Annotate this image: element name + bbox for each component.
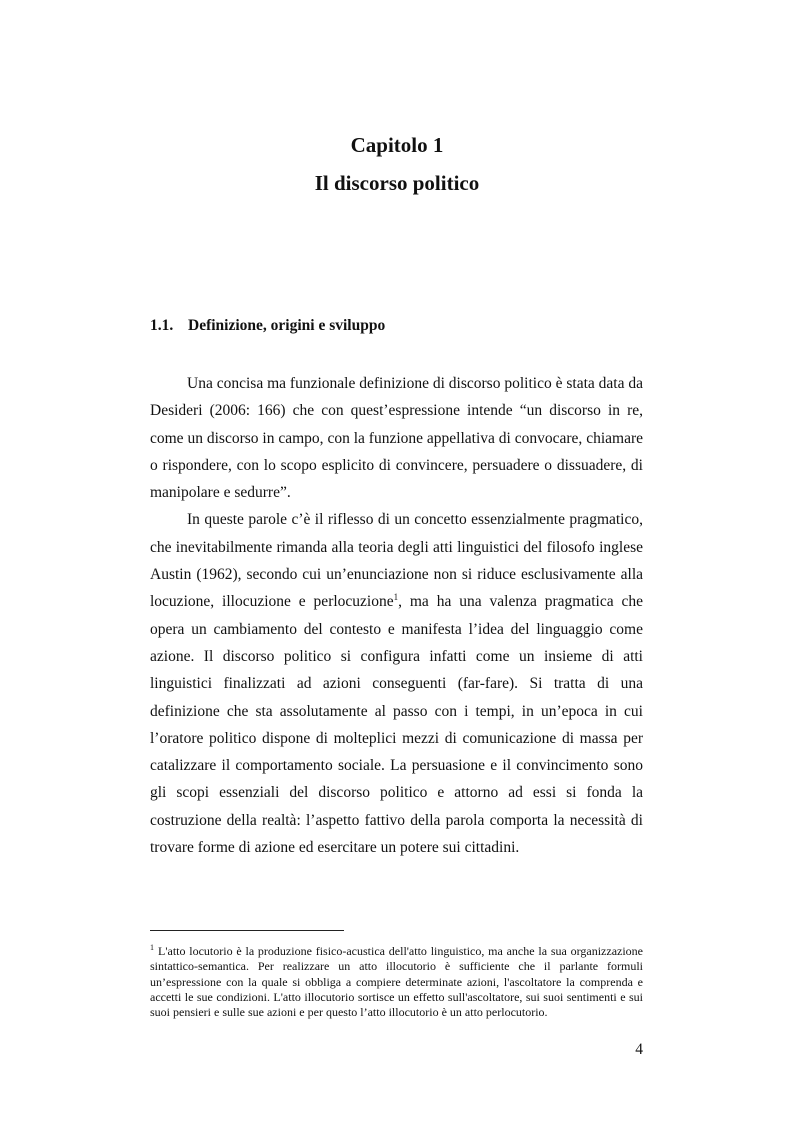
chapter-number: Capitolo 1	[350, 133, 444, 157]
chapter-title: Il discorso politico	[314, 171, 480, 195]
section-number: 1.1.	[150, 317, 174, 334]
section-heading	[150, 316, 385, 336]
footnote	[150, 944, 643, 1020]
footnote-marker: 1	[150, 943, 154, 952]
footnote-text: L'atto locutorio è la produzione fisico-acustica dell'atto linguistico, ma anche la sua organizzazione sintattico-semantica. Per realizzare un atto illocutorio è sufficiente che il parlante formuli un’espressione con la quale si obbliga a compiere determinate azioni, l'ascoltatore la comprenda e accetti le sue condizioni. L'atto illocutorio sortisce un effetto sull'ascoltatore, sui suoi sentimenti e sui suoi pensieri e sulle sue azioni e per questo l’atto illocutorio è un atto perlocutorio.	[150, 944, 643, 1020]
paragraph-1: Una concisa ma funzionale definizione di discorso politico è stata data da Desideri (2006: 166) che con quest’espressione intende “un discorso in re, come un discorso in campo, con la funzione appellativa di convocare, chiamare o rispondere, con lo scopo esplicito di convincere, persuadere o dissuadere, di manipolare e sedurre”.	[150, 375, 643, 502]
paragraph-2	[150, 506, 643, 861]
body-text	[150, 370, 643, 861]
paragraph-2-part-2: , ma ha una valenza pragmatica che opera un cambiamento del contesto e manifesta l’idea del linguaggio come azione. Il discorso politico si configura infatti come un insieme di atti linguistici finalizzati ad azioni conseguenti (far-farе). Si tratta di una definizione che sta assolutamente al passo con i tempi, in un’epoca in cui l’oratore politico dispone di molteplici mezzi di comunicazione di massa per catalizzare il comportamento sociale. La persuasione e il convincimento sono gli scopi essenziali del discorso politico e attorno ad essi si fonda la costruzione della realtà: l’aspetto fattivo della parola comporta la necessità di trovare forme di azione ed esercitare un potere sui cittadini.	[150, 593, 643, 857]
footnote-reference[interactable]: 1	[393, 592, 399, 603]
page-number: 4	[635, 1041, 643, 1058]
footnote-divider	[150, 930, 344, 931]
paragraph-2-part-1: In queste parole c’è il riflesso di un concetto essenzialmente pragmatico, che inevitabilmente rimanda alla teoria degli atti linguistici del filosofo inglese Austin (1962), secondo cui un’enunciazione non si riduce esclusivamente alla locuzione, illocuzione e perlocuzione	[150, 511, 643, 611]
section-title: Definizione, origini e sviluppo	[188, 317, 386, 334]
